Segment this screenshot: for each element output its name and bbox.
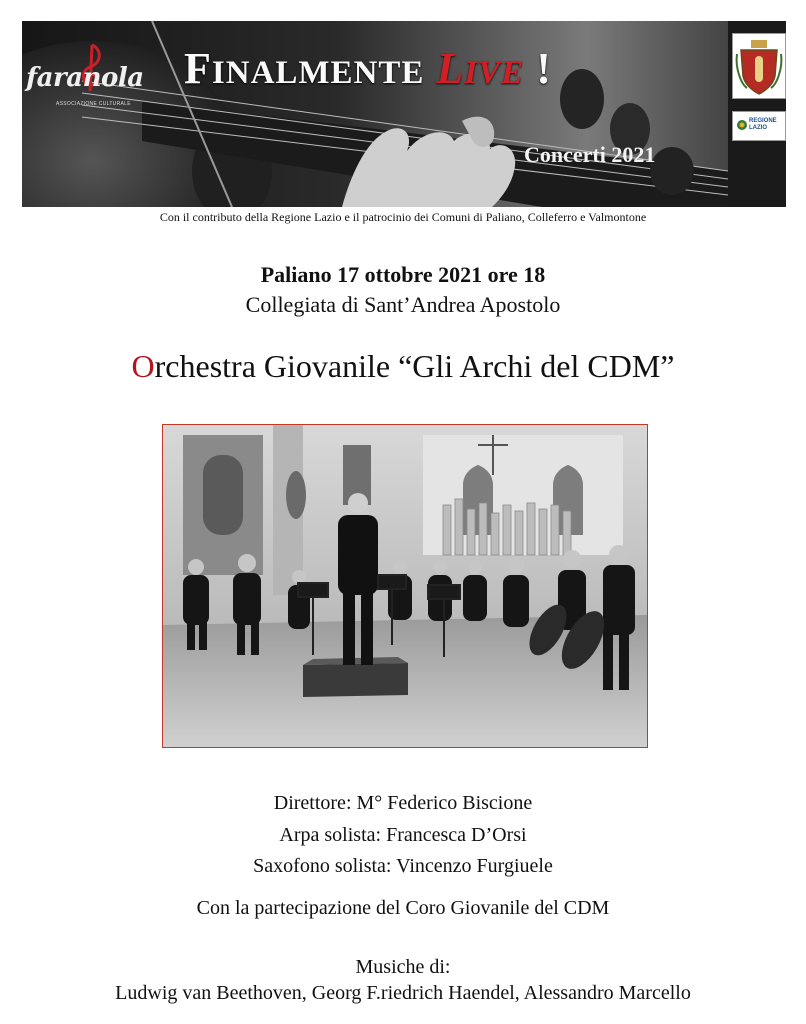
faranola-logo [26, 51, 146, 121]
event-date: Paliano 17 ottobre 2021 ore 18 [260, 262, 546, 287]
logo-wordmark: faranola [26, 63, 144, 93]
performers-list [0, 788, 806, 883]
title-exclaim: ! [536, 44, 552, 93]
banner-title [184, 43, 552, 94]
performer-harp: Arpa solista: Francesca D’Orsi [279, 823, 527, 846]
regione-text-line-2: LAZIO [749, 125, 767, 131]
title-rest: INALMENTE [211, 55, 425, 91]
orchestra-name [0, 348, 806, 385]
regione-lazio-logo [732, 111, 786, 141]
title-live-initial: L [436, 44, 465, 93]
sponsor-panel [728, 21, 786, 207]
performer-sax: Saxofono solista: Vincenzo Furgiuele [253, 855, 553, 877]
regione-text-line-1: REGIONE [749, 118, 777, 124]
orchestra-name-rest: rchestra Giovanile “Gli Archi del CDM” [154, 348, 675, 384]
paliano-crest [732, 33, 786, 99]
orchestra-initial: O [131, 348, 155, 384]
orchestra-photo-illustration [163, 425, 647, 747]
sponsorship-credits: Con il contributo della Regione Lazio e il patrocinio dei Comuni di Paliano, Colleferro e Valmontone [159, 210, 647, 224]
regione-text [749, 118, 777, 132]
title-live [436, 44, 524, 93]
composers-list: Ludwig van Beethoven, Georg F.riedrich Haendel, Alessandro Marcello [115, 982, 691, 1004]
logo-subtitle: ASSOCIAZIONE CULTURALE [56, 101, 131, 107]
header-banner [22, 21, 786, 207]
music-by-label: Musiche di: [355, 956, 451, 978]
choir-participation: Con la partecipazione del Coro Giovanile del CDM [196, 897, 610, 919]
title-live-rest: IVE [464, 55, 525, 91]
event-venue: Collegiata di Sant’Andrea Apostolo [245, 292, 561, 317]
coat-of-arms-icon [733, 34, 785, 98]
regione-lazio-icon [736, 119, 748, 131]
performer-conductor: Direttore: M° Federico Biscione [273, 792, 533, 814]
title-initial: F [184, 44, 212, 93]
orchestra-photo [162, 424, 648, 748]
series-label: Concerti 2021 [524, 142, 656, 167]
